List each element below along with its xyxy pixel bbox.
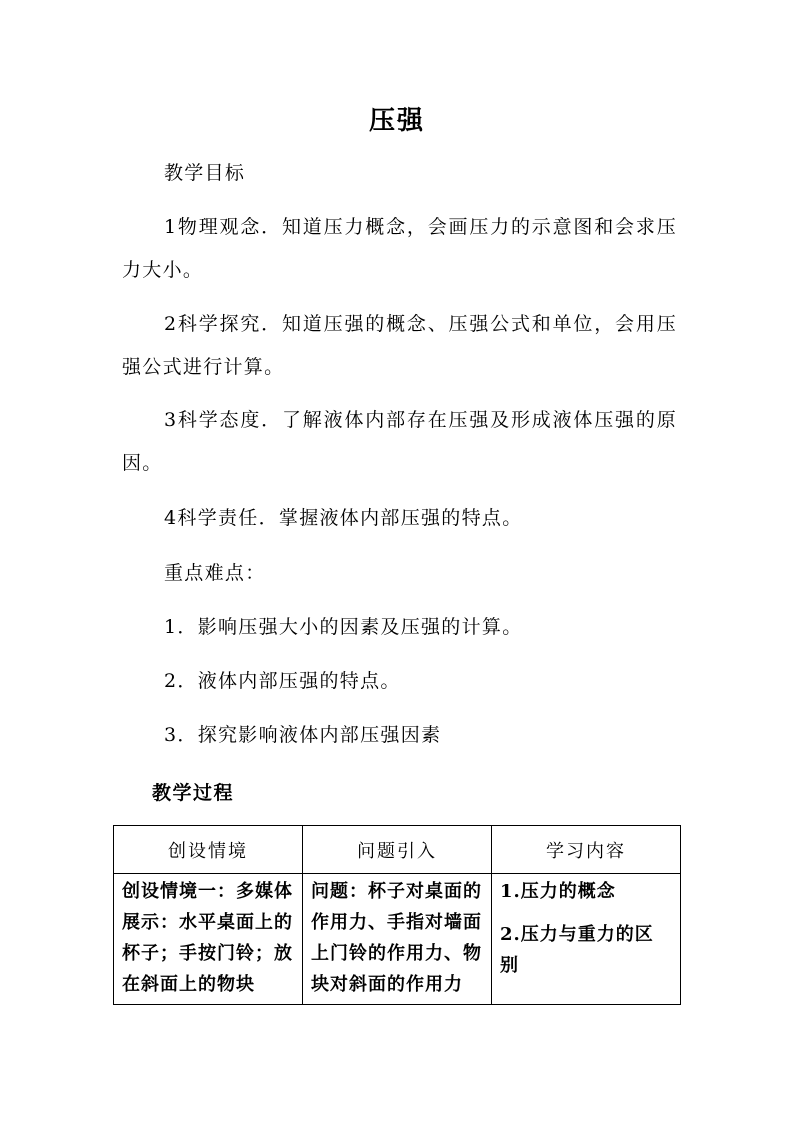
content-item-1: 1.压力的概念	[500, 881, 616, 902]
table-cell-question	[303, 874, 492, 1005]
question-text: 问题：杯子对桌面的作用力、手指对墙面上门铃的作用力、物块对斜面的作用力	[311, 881, 482, 995]
teaching-process-table	[113, 825, 681, 1005]
table-header-row	[114, 826, 681, 874]
table-row	[114, 874, 681, 1005]
content-list	[500, 876, 672, 1000]
objective-3: 3科学态度．了解液体内部存在压强及形成液体压强的原因。	[122, 409, 677, 474]
objective-2: 2科学探究．知道压强的概念、压强公式和单位，会用压强公式进行计算。	[122, 313, 677, 378]
key-point-2: 2．液体内部压强的特点。	[164, 670, 401, 692]
table-header-scenario: 创设情境	[114, 826, 303, 874]
key-point-1: 1．影响压强大小的因素及压强的计算。	[164, 616, 523, 638]
content-item-2: 2.压力与重力的区别	[500, 924, 654, 976]
key-point-3: 3．探究影响液体内部压强因素	[164, 724, 442, 746]
table-cell-content	[492, 874, 681, 1005]
document-title: 压强	[368, 106, 425, 136]
scenario-text: 创设情境一：多媒体展示：水平桌面上的杯子；手按门铃；放在斜面上的物块	[122, 881, 293, 995]
table-cell-scenario	[114, 874, 303, 1005]
section-heading-process: 教学过程	[152, 782, 235, 804]
table-header-question: 问题引入	[303, 826, 492, 874]
section-heading-key-points: 重点难点：	[164, 562, 266, 584]
table-header-content: 学习内容	[492, 826, 681, 874]
objective-4: 4科学责任．掌握液体内部压强的特点。	[164, 507, 523, 529]
section-heading-objectives: 教学目标	[164, 162, 246, 184]
objective-1: 1物理观念．知道压力概念，会画压力的示意图和会求压力大小。	[122, 216, 677, 281]
